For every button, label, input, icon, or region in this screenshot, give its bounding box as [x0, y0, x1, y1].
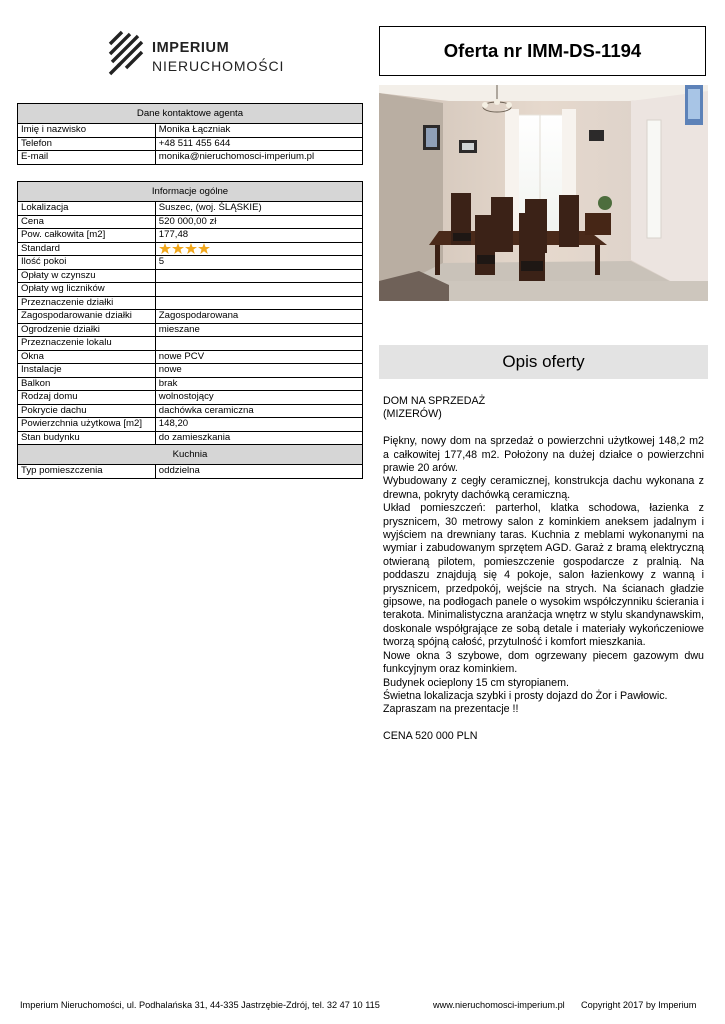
- table-row: [18, 124, 363, 138]
- row-label: Pow. całkowita [m2]: [18, 229, 156, 243]
- description-paragraph: Piękny, nowy dom na sprzedaż o powierzchni użytkowej 148,2 m2 a całkowitej 177,48 m2. Położony na dużej działce o powierzchni prawie 20 arów.: [383, 435, 704, 475]
- star-icon: [172, 243, 184, 254]
- property-photo: [379, 85, 708, 301]
- star-rating: [159, 243, 210, 254]
- table-row: [18, 215, 363, 229]
- row-label: Typ pomieszczenia: [18, 465, 156, 479]
- kitchen-subheader: Kuchnia: [18, 445, 363, 465]
- row-label: Imię i nazwisko: [18, 124, 156, 138]
- description-paragraph: Nowe okna 3 szybowe, dom ogrzewany piecem gazowym dwu funkcyjnym oraz kominkiem.: [383, 649, 704, 676]
- row-label: Pokrycie dachu: [18, 404, 156, 418]
- row-value: 177,48: [155, 229, 362, 243]
- agent-table-header: Dane kontaktowe agenta: [18, 104, 363, 124]
- offer-number-box: [379, 26, 706, 76]
- table-row: [18, 337, 363, 351]
- table-row: [18, 151, 363, 165]
- table-row: [18, 296, 363, 310]
- table-row: [18, 242, 363, 256]
- row-value: oddzielna: [155, 465, 362, 479]
- row-label: Lokalizacja: [18, 202, 156, 216]
- row-label: Standard: [18, 242, 156, 256]
- footer-address: Imperium Nieruchomości, ul. Podhalańska 31, 44-335 Jastrzębie-Zdrój, tel. 32 47 10 115: [20, 1000, 380, 1010]
- footer-copyright: Copyright 2017 by Imperium: [581, 1000, 697, 1010]
- row-label: Rodzaj domu: [18, 391, 156, 405]
- agent-name: Monika Łączniak: [155, 124, 362, 138]
- row-value: [155, 296, 362, 310]
- table-row: [18, 256, 363, 270]
- row-value: [155, 283, 362, 297]
- row-value: 520 000,00 zł: [155, 215, 362, 229]
- row-label: Ilość pokoi: [18, 256, 156, 270]
- description-paragraph: Zapraszam na prezentacje !!: [383, 703, 519, 716]
- row-value: [155, 337, 362, 351]
- row-label: Cena: [18, 215, 156, 229]
- general-info-table: [17, 181, 363, 479]
- row-value: 5: [155, 256, 362, 270]
- table-row: [18, 323, 363, 337]
- table-row: [18, 269, 363, 283]
- row-value: wolnostojący: [155, 391, 362, 405]
- offer-description: [383, 395, 704, 744]
- agent-email: monika@nieruchomosci-imperium.pl: [155, 151, 362, 165]
- offer-number: Oferta nr IMM-DS-1194: [443, 40, 642, 61]
- row-value: Zagospodarowana: [155, 310, 362, 324]
- row-label: Przeznaczenie lokalu: [18, 337, 156, 351]
- description-paragraph: Układ pomieszczeń: parterhol, klatka schodowa, łazienka z prysznicem, 30 metrowy salon z kominkiem aneksem jadalnym i wyjściem na drewniany taras. Kuchnia z meblami wykonanymi na wymiar i zabudowanym sprzętem AGD. Garaż z bramą elektryczną otwieraną pilotem, pomieszczenie gospodarcze z pralnią. Na poddaszu znajdują się 4 pokoje, salon łazienkowy z wanną i prysznicem, przedpokój, wejście na strych. Na ścianach gładzie gipsowe, na podłogach panele o wysokim współczynniku ścierania i terakota. Minimalistyczna aranżacja wnętrz w stylu skandynawskim, doskonale współgrające ze sobą detale i materiały wykończeniowe tworzą spójną całość, przytulność i komfort mieszkania.: [383, 502, 704, 649]
- description-paragraph: Wybudowany z cegły ceramicznej, konstrukcja dachu wykonana z drewna, pokryty dachówką ceramiczną.: [383, 475, 704, 501]
- table-row: [18, 137, 363, 151]
- row-value: 148,20: [155, 418, 362, 432]
- logo-brand-name: IMPERIUM: [152, 40, 230, 56]
- description-paragraph: Świetna lokalizacja szybki i prosty dojazd do Żor i Pawłowic.: [383, 689, 668, 702]
- row-label: E-mail: [18, 151, 156, 165]
- row-value: mieszane: [155, 323, 362, 337]
- row-label: Przeznaczenie działki: [18, 296, 156, 310]
- logo-brand-subtitle: NIERUCHOMOŚCI: [152, 58, 285, 74]
- star-icon: [198, 243, 210, 254]
- row-label: Opłaty w czynszu: [18, 269, 156, 283]
- table-row: [18, 202, 363, 216]
- table-row: [18, 364, 363, 378]
- description-title: DOM NA SPRZEDAŻ: [383, 395, 486, 407]
- row-label: Instalacje: [18, 364, 156, 378]
- row-value: do zamieszkania: [155, 431, 362, 445]
- row-label: Zagospodarowanie działki: [18, 310, 156, 324]
- star-icon: [185, 243, 197, 254]
- star-icon: [159, 243, 171, 254]
- row-label: Balkon: [18, 377, 156, 391]
- row-label: Telefon: [18, 137, 156, 151]
- row-label: Okna: [18, 350, 156, 364]
- table-row: [18, 418, 363, 432]
- description-paragraph: Budynek ocieplony 15 cm styropianem.: [383, 676, 569, 689]
- company-logo: [108, 30, 288, 78]
- general-table-header: Informacje ogólne: [18, 182, 363, 202]
- row-value: nowe: [155, 364, 362, 378]
- table-row: [18, 465, 363, 479]
- table-row: [18, 229, 363, 243]
- table-row: [18, 404, 363, 418]
- description-subtitle: (MIZERÓW): [383, 408, 442, 421]
- row-value: dachówka ceramiczna: [155, 404, 362, 418]
- row-value: Suszec, (woj. ŚLĄSKIE): [155, 202, 362, 216]
- standard-rating: [155, 242, 362, 256]
- row-label: Opłaty wg liczników: [18, 283, 156, 297]
- description-header-text: Opis oferty: [502, 352, 585, 371]
- footer-website[interactable]: www.nieruchomosci-imperium.pl: [433, 1000, 565, 1010]
- table-row: [18, 283, 363, 297]
- description-price: CENA 520 000 PLN: [383, 730, 478, 743]
- table-row: [18, 310, 363, 324]
- row-label: Powierzchnia użytkowa [m2]: [18, 418, 156, 432]
- agent-phone: +48 511 455 644: [155, 137, 362, 151]
- description-header: [379, 345, 708, 379]
- table-row: [18, 350, 363, 364]
- row-label: Stan budynku: [18, 431, 156, 445]
- table-row: [18, 431, 363, 445]
- logo-stripes-icon: [108, 30, 146, 76]
- table-row: [18, 391, 363, 405]
- table-row: [18, 377, 363, 391]
- row-label: Ogrodzenie działki: [18, 323, 156, 337]
- row-value: brak: [155, 377, 362, 391]
- row-value: nowe PCV: [155, 350, 362, 364]
- agent-contact-table: [17, 103, 363, 165]
- row-value: [155, 269, 362, 283]
